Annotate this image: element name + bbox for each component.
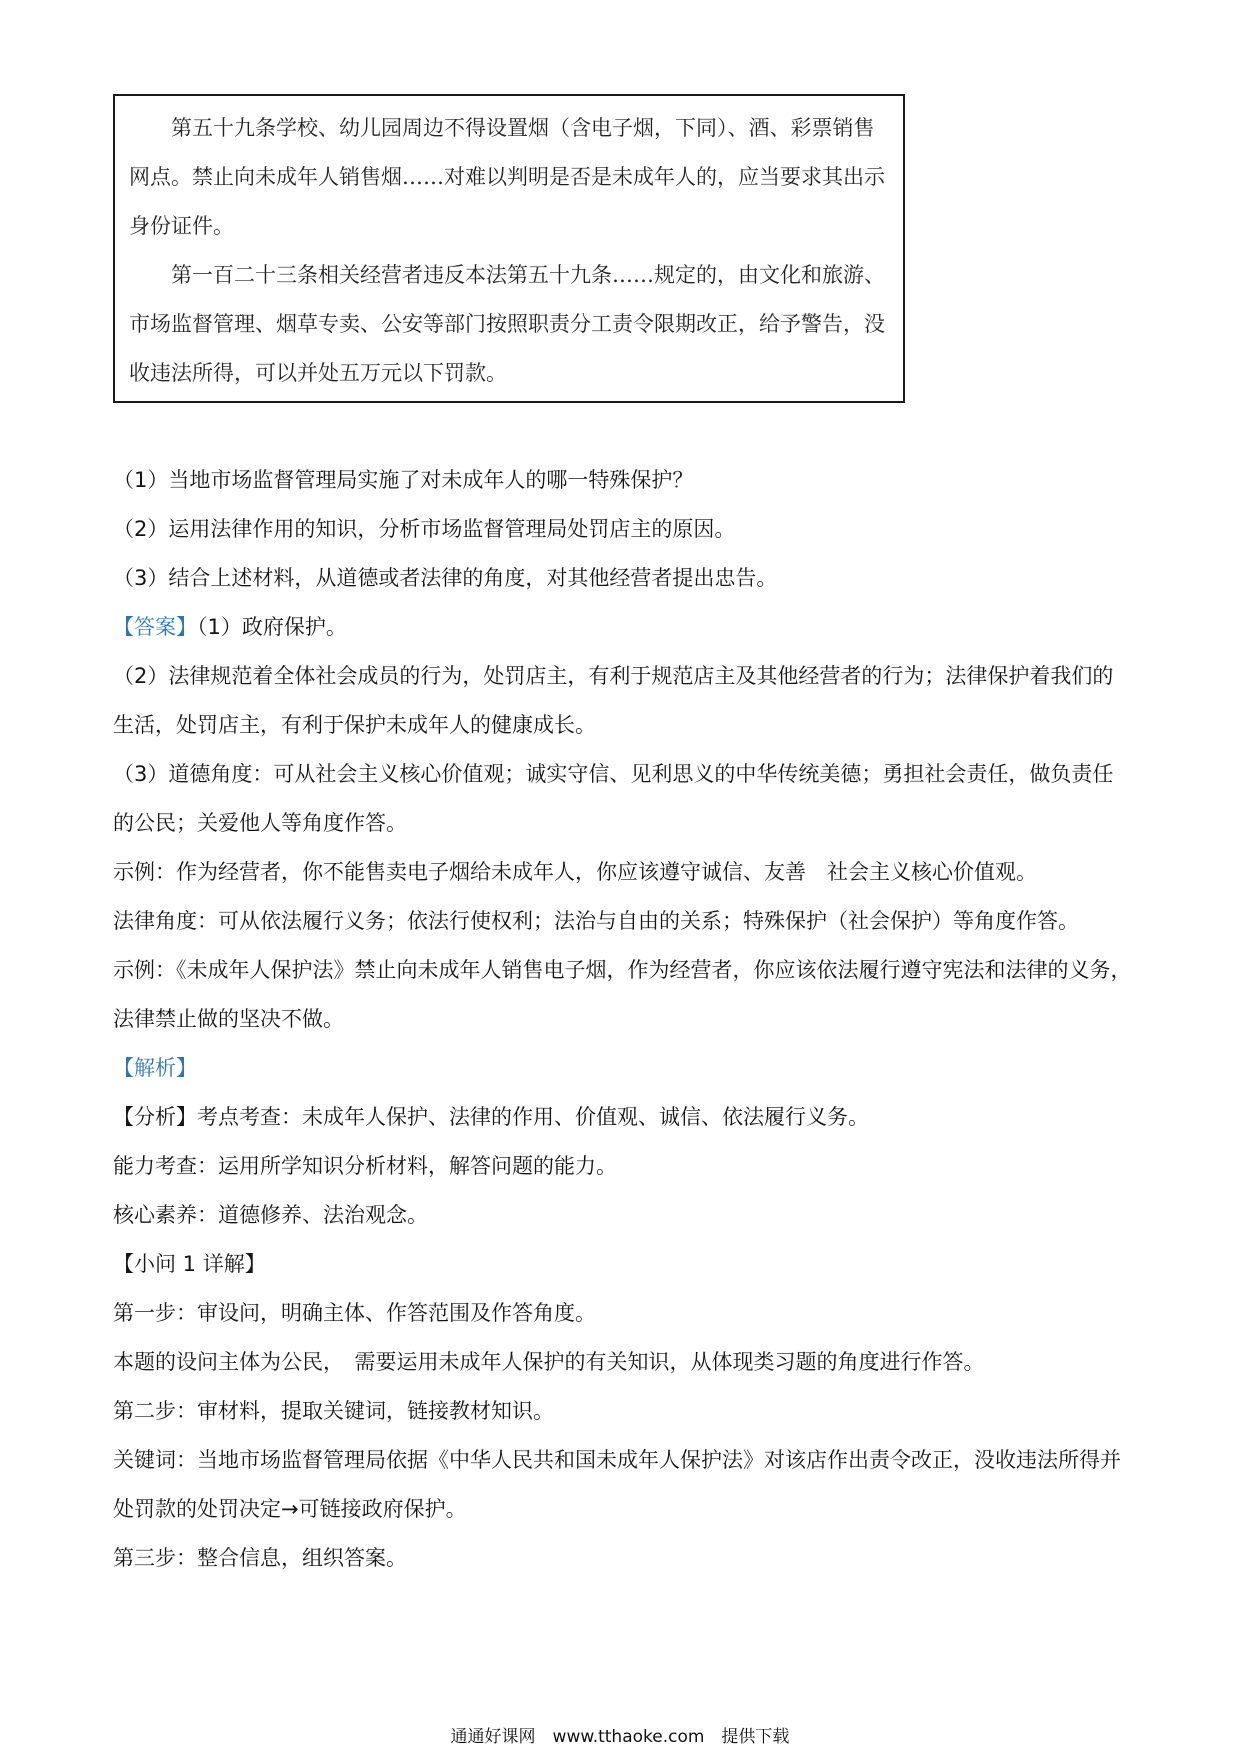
answer-q3-law-example: 示例：《未成年人保护法》禁止向未成年人销售电子烟，作为经营者，你应该依法履行遵守宪法和法律的义务，法律禁止做的坚决不做。: [113, 958, 1132, 1031]
step-1-detail: 本题的设问主体为公民， 需要运用未成年人保护的有关知识，从体现类习题的角度进行作答。: [113, 1350, 985, 1374]
answer-q1: （1）政府保护。: [197, 615, 347, 639]
article-59-text: 第五十九条学校、幼儿园周边不得设置烟（含电子烟，下同）、酒、彩票销售网点。禁止向未成年人销售烟……对难以判明是否是未成年人的，应当要求其出示身份证件。: [129, 116, 885, 238]
law-excerpt-box: [113, 94, 905, 403]
step-2-detail: 关键词：当地市场监督管理局依据《中华人民共和国未成年人保护法》对该店作出责令改正，没收违法所得并处罚款的处罚决定→可链接政府保护。: [113, 1448, 1121, 1521]
step-3: 第三步：整合信息，组织答案。: [113, 1546, 407, 1570]
answer-q1-line: [113, 603, 1133, 652]
answer-q3-moral-example: 示例：作为经营者，你不能售卖电子烟给未成年人，你应该遵守诚信、友善 社会主义核心价值观。: [113, 860, 1037, 884]
sub-question-1-title: 【小问 1 详解】: [113, 1252, 266, 1276]
page-footer: 通通好课网 www.tthaoke.com 提供下载: [450, 1727, 790, 1747]
step-1: 第一步：审设问，明确主体、作答范围及作答角度。: [113, 1301, 596, 1325]
question-3: （3）结合上述材料，从道德或者法律的角度，对其他经营者提出忠告。: [113, 566, 778, 590]
article-123-text: 第一百二十三条相关经营者违反本法第五十九条……规定的，由文化和旅游、市场监督管理、烟草专卖、公安等部门按照职责分工责令限期改正，给予警告，没收违法所得，可以并处五万元以下罚款。: [129, 263, 885, 385]
answer-q3-moral: （3）道德角度：可从社会主义核心价值观；诚实守信、见利思义的中华传统美德；勇担社会责任，做负责任的公民；关爱他人等角度作答。: [113, 762, 1114, 835]
answer-q3-law: 法律角度：可从依法履行义务；依法行使权利；法治与自由的关系；特殊保护（社会保护）等角度作答。: [113, 909, 1079, 933]
question-2: （2）运用法律作用的知识，分析市场监督管理局处罚店主的原因。: [113, 517, 736, 541]
analysis-ability: 能力考查：运用所学知识分析材料，解答问题的能力。: [113, 1154, 617, 1178]
analysis-overview: 【分析】考点考查：未成年人保护、法律的作用、价值观、诚信、依法履行义务。: [113, 1105, 869, 1129]
question-and-answer: [113, 456, 1133, 1583]
answer-label: 【答案】: [113, 615, 197, 639]
step-2: 第二步：审材料，提取关键词，链接教材知识。: [113, 1399, 554, 1423]
answer-q2: （2）法律规范着全体社会成员的行为，处罚店主，有利于规范店主及其他经营者的行为；法律保护着我们的生活，处罚店主，有利于保护未成年人的健康成长。: [113, 664, 1114, 737]
analysis-label: 【解析】: [113, 1056, 197, 1080]
analysis-literacy: 核心素养：道德修养、法治观念。: [113, 1203, 428, 1227]
question-1: （1）当地市场监督管理局实施了对未成年人的哪一特殊保护？: [113, 468, 694, 492]
